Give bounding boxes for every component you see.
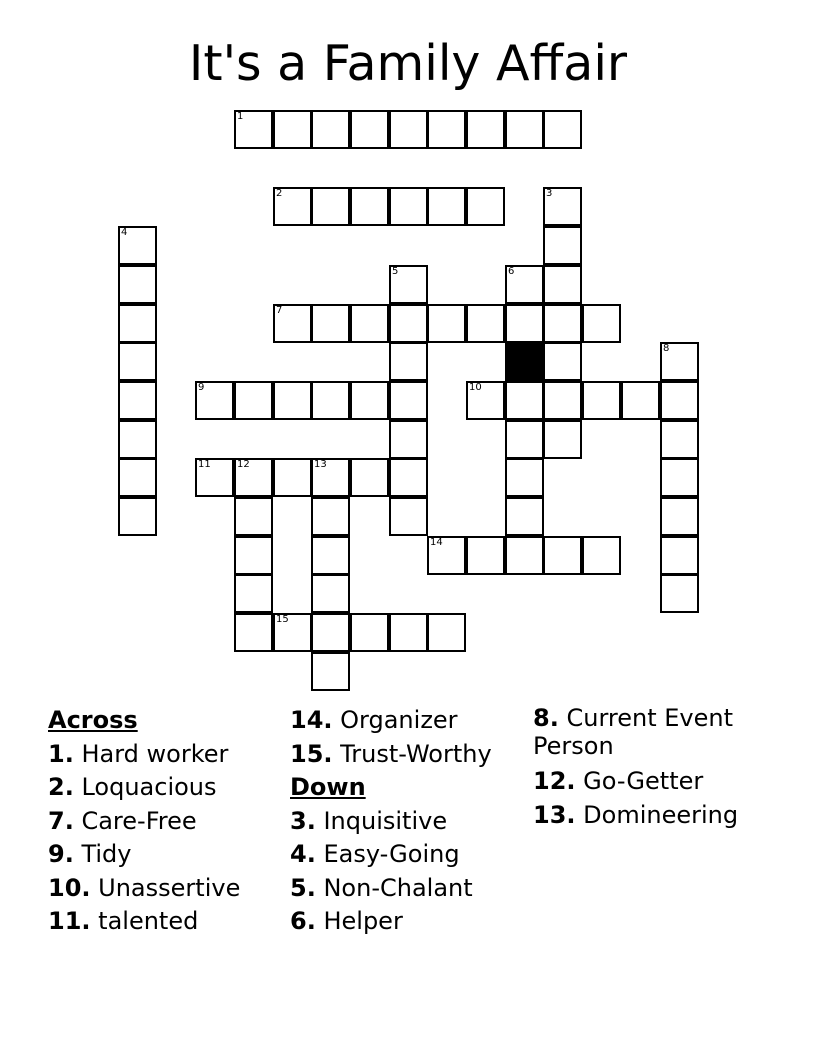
grid-cell[interactable]: [389, 265, 428, 304]
clue-number: 11: [198, 459, 211, 470]
grid-cell[interactable]: [543, 226, 582, 265]
down-clue-8[interactable]: 8. Current Event Person: [533, 704, 733, 760]
grid-cell[interactable]: [389, 304, 428, 343]
grid-cell[interactable]: [543, 110, 582, 149]
grid-cell[interactable]: [273, 613, 312, 652]
grid-cell[interactable]: [427, 110, 466, 149]
grid-cell[interactable]: [621, 381, 660, 420]
grid-cell[interactable]: [311, 613, 350, 652]
clue-number: 2: [276, 188, 283, 199]
down-clue-5[interactable]: 5. Non-Chalant: [290, 873, 473, 902]
grid-cell[interactable]: [505, 110, 544, 149]
grid-cell[interactable]: [311, 652, 350, 691]
grid-cell[interactable]: [273, 110, 312, 149]
grid-cell[interactable]: [543, 304, 582, 343]
clue-number: 15: [276, 614, 289, 625]
clue-number: 14: [430, 537, 443, 548]
grid-cell[interactable]: [427, 613, 466, 652]
down-clue-12[interactable]: 12. Go-Getter: [533, 767, 704, 795]
grid-cell[interactable]: [543, 342, 582, 381]
grid-cell[interactable]: [234, 110, 273, 149]
puzzle-title: It's a Family Affair: [188, 35, 628, 92]
grid-cell[interactable]: [389, 342, 428, 381]
across-clue-10[interactable]: 10. Unassertive: [48, 873, 241, 902]
grid-cell[interactable]: [118, 226, 157, 265]
grid-cell[interactable]: [660, 574, 699, 613]
clue-number: 6: [508, 266, 515, 277]
across-clue-7[interactable]: 7. Care-Free: [48, 806, 197, 835]
down-clue-6[interactable]: 6. Helper: [290, 907, 403, 935]
grid-cell[interactable]: [118, 458, 157, 497]
grid-cell[interactable]: [118, 265, 157, 304]
grid-cell[interactable]: [543, 187, 582, 226]
grid-cell[interactable]: [195, 458, 234, 497]
grid-cell[interactable]: [234, 497, 273, 536]
across-clue-2[interactable]: 2. Loquacious: [48, 773, 217, 801]
clue-number: 3: [546, 188, 553, 199]
grid-cell[interactable]: [543, 381, 582, 420]
grid-cell[interactable]: [389, 458, 428, 497]
grid-cell[interactable]: [582, 304, 621, 343]
grid-cell[interactable]: [389, 187, 428, 226]
grid-cell[interactable]: [118, 497, 157, 536]
grid-cell[interactable]: [505, 497, 544, 536]
grid-cell[interactable]: [466, 110, 505, 149]
grid-cell[interactable]: [273, 187, 312, 226]
grid-cell[interactable]: [234, 458, 273, 497]
across-clue-9[interactable]: 9. Tidy: [48, 840, 132, 868]
grid-cell[interactable]: [350, 187, 389, 226]
grid-cell[interactable]: [582, 536, 621, 575]
grid-cell[interactable]: [311, 458, 350, 497]
grid-cell[interactable]: [311, 497, 350, 536]
clue-number: 12: [237, 459, 250, 470]
grid-cell[interactable]: [466, 381, 505, 420]
grid-cell[interactable]: [311, 536, 350, 575]
grid-cell[interactable]: [466, 304, 505, 343]
grid-cell[interactable]: [118, 342, 157, 381]
grid-cell[interactable]: [466, 536, 505, 575]
grid-cell[interactable]: [543, 420, 582, 459]
grid-cell[interactable]: [582, 381, 621, 420]
grid-cell[interactable]: [389, 613, 428, 652]
grid-cell[interactable]: [660, 458, 699, 497]
across-clue-14[interactable]: 14. Organizer: [290, 706, 458, 734]
grid-cell[interactable]: [234, 381, 273, 420]
grid-cell[interactable]: [505, 265, 544, 304]
across-clue-11[interactable]: 11. talented: [48, 907, 199, 935]
grid-cell[interactable]: [195, 381, 234, 420]
grid-cell[interactable]: [505, 381, 544, 420]
clue-number: 7: [276, 305, 283, 316]
across-clue-1[interactable]: 1. Hard worker: [48, 739, 229, 768]
grid-cell[interactable]: [234, 536, 273, 575]
grid-cell[interactable]: [505, 458, 544, 497]
grid-cell[interactable]: [311, 381, 350, 420]
grid-cell[interactable]: [311, 574, 350, 613]
grid-cell[interactable]: [466, 187, 505, 226]
grid-cell[interactable]: [350, 110, 389, 149]
grid-cell[interactable]: [660, 342, 699, 381]
down-clue-4[interactable]: 4. Easy-Going: [290, 840, 460, 868]
grid-cell[interactable]: [389, 110, 428, 149]
grid-cell[interactable]: [427, 536, 466, 575]
clue-number: 13: [314, 459, 327, 470]
down-clue-13[interactable]: 13. Domineering: [533, 800, 739, 829]
grid-cell[interactable]: [118, 304, 157, 343]
grid-cell[interactable]: [543, 536, 582, 575]
clue-column-2: [290, 704, 492, 939]
grid-cell[interactable]: [350, 304, 389, 343]
grid-cell[interactable]: [660, 536, 699, 575]
clue-number: 10: [469, 382, 482, 393]
down-heading: Down: [290, 773, 366, 801]
grid-cell[interactable]: [660, 497, 699, 536]
grid-cell[interactable]: [427, 304, 466, 343]
clue-number: 9: [198, 382, 205, 393]
grid-cell[interactable]: [350, 381, 389, 420]
grid-cell[interactable]: [389, 420, 428, 459]
grid-cell[interactable]: [350, 458, 389, 497]
across-clue-15[interactable]: 15. Trust-Worthy: [290, 739, 492, 768]
clue-number: 4: [121, 227, 128, 238]
grid-cell[interactable]: [311, 187, 350, 226]
grid-cell[interactable]: [427, 187, 466, 226]
grid-cell[interactable]: [660, 420, 699, 459]
down-clue-3[interactable]: 3. Inquisitive: [290, 806, 448, 835]
grid-cell[interactable]: [234, 613, 273, 652]
grid-cell[interactable]: [273, 381, 312, 420]
across-heading: Across: [48, 706, 138, 734]
grid-cell[interactable]: [389, 381, 428, 420]
clue-number: 8: [663, 343, 670, 354]
grid-cell[interactable]: [118, 381, 157, 420]
grid-cell[interactable]: [505, 304, 544, 343]
grid-cell[interactable]: [660, 381, 699, 420]
grid-cell[interactable]: [273, 458, 312, 497]
grid-cell[interactable]: [505, 536, 544, 575]
clue-number: 5: [392, 266, 399, 277]
clue-column-3: [533, 704, 739, 832]
grid-cell[interactable]: [118, 420, 157, 459]
grid-cell[interactable]: [505, 420, 544, 459]
grid-cell[interactable]: [543, 265, 582, 304]
black-square: [505, 342, 544, 381]
grid-cell[interactable]: [311, 110, 350, 149]
clue-number: 1: [237, 111, 244, 122]
grid-cell[interactable]: [350, 613, 389, 652]
grid-cell[interactable]: [311, 304, 350, 343]
grid-cell[interactable]: [234, 574, 273, 613]
clue-column-1: [48, 704, 240, 939]
grid-cell[interactable]: [389, 497, 428, 536]
grid-cell[interactable]: [273, 304, 312, 343]
